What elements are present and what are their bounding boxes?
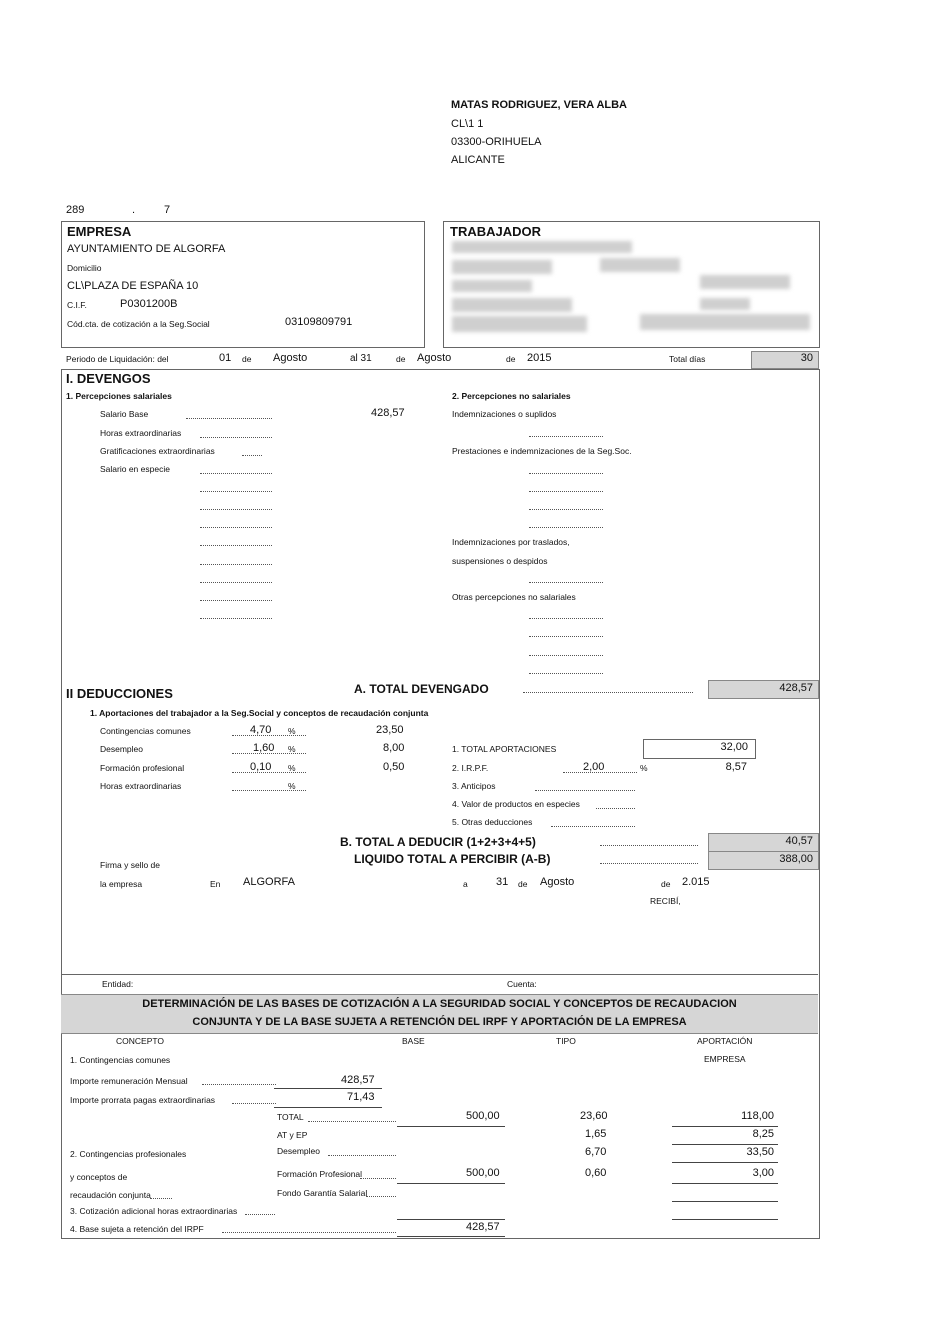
ded-row-pct-sign: % <box>288 726 296 736</box>
firma-de: de <box>661 879 671 889</box>
ref-suffix: 7 <box>164 204 171 216</box>
domicilio-label: Domicilio <box>67 263 102 273</box>
atep-aport: 8,25 <box>752 1128 774 1140</box>
irpf-label: 2. I.R.P.F. <box>452 763 489 773</box>
firma-de: de <box>518 879 528 889</box>
dotted-line <box>600 845 698 846</box>
periodo-year: 2015 <box>527 352 552 364</box>
firma-year: 2.015 <box>682 876 710 888</box>
dotted-line <box>200 473 272 474</box>
ref-number: 289 <box>66 204 85 216</box>
underline <box>672 1126 778 1127</box>
total-deducir-label: B. TOTAL A DEDUCIR (1+2+3+4+5) <box>340 835 536 849</box>
dotted-line <box>245 1214 275 1215</box>
ded-row-pct: 0,10 <box>250 761 272 773</box>
remuneracion-label: Importe remuneración Mensual <box>70 1076 188 1086</box>
ded-row-pct: 4,70 <box>250 724 272 736</box>
desempleo-label: Desempleo <box>277 1146 320 1156</box>
dotted-line <box>529 582 603 583</box>
dotted-line <box>529 473 603 474</box>
prorrata-label: Importe prorrata pagas extraordinarias <box>70 1095 216 1105</box>
dotted-line <box>200 582 272 583</box>
despidos-label: suspensiones o despidos <box>452 556 548 566</box>
irpf-base-label: 4. Base sujeta a retención del IRPF <box>70 1224 204 1234</box>
especie-label: Salario en especie <box>100 464 170 474</box>
underline <box>672 1162 778 1163</box>
cc-title: 1. Contingencias comunes <box>70 1055 171 1065</box>
fogasa-label: Fondo Garantía Salarial <box>277 1188 368 1198</box>
recipient-street: CL\1 1 <box>451 118 484 130</box>
total-aport: 118,00 <box>741 1110 774 1122</box>
dotted-line <box>529 618 603 619</box>
dotted-line <box>200 618 272 619</box>
col-base: BASE <box>402 1036 425 1046</box>
recipient-province: ALICANTE <box>451 154 505 166</box>
dotted-line <box>200 491 272 492</box>
periodo-al: al 31 <box>350 353 372 364</box>
underline <box>397 1219 505 1220</box>
col-aportacion: APORTACIÓN <box>697 1036 753 1046</box>
dotted-line <box>232 753 306 754</box>
ded-row-label: Desempleo <box>100 744 143 754</box>
underline <box>397 1183 505 1184</box>
dotted-line <box>200 437 272 438</box>
salario-base-label: Salario Base <box>100 409 149 419</box>
recipient-name: MATAS RODRIGUEZ, VERA ALBA <box>451 99 627 111</box>
underline <box>274 1107 382 1108</box>
dotted-line <box>328 1155 396 1156</box>
dotted-line <box>551 826 635 827</box>
recipient-city: 03300-ORIHUELA <box>451 136 542 148</box>
cod-cta-label: Cód.cta. de cotización a la Seg.Social <box>67 319 210 329</box>
dotted-line <box>360 1178 396 1179</box>
dotted-line <box>150 1198 172 1199</box>
dotted-line <box>308 1121 396 1122</box>
redacted-block <box>452 298 572 312</box>
cod-cta-value: 03109809791 <box>285 316 353 328</box>
dotted-line <box>200 509 272 510</box>
dotted-line <box>529 436 603 437</box>
dotted-line <box>600 863 698 864</box>
salario-base-value: 428,57 <box>371 407 405 419</box>
bases-title-line1: DETERMINACIÓN DE LAS BASES DE COTIZACIÓN A LA SEGURIDAD SOCIAL Y CONCEPTOS DE RECAUDACION <box>142 998 737 1010</box>
underline <box>672 1219 778 1220</box>
dotted-line <box>523 692 693 693</box>
divider <box>61 974 818 975</box>
dotted-line <box>202 1084 276 1085</box>
deducciones-title: II DEDUCCIONES <box>66 686 173 701</box>
cuenta-label: Cuenta: <box>507 979 537 989</box>
no-salariales-title: 2. Percepciones no salariales <box>452 391 571 401</box>
dotted-line <box>232 790 306 791</box>
redacted-block <box>452 316 587 332</box>
ded-row-value: 23,50 <box>376 724 404 736</box>
ded-row-pct-sign: % <box>288 781 296 791</box>
dotted-line <box>200 527 272 528</box>
conceptos-label: y conceptos de <box>70 1172 128 1182</box>
total-dias-value: 30 <box>800 352 813 364</box>
underline <box>397 1126 505 1127</box>
salariales-title: 1. Percepciones salariales <box>66 391 172 401</box>
prorrata-value: 71,43 <box>347 1091 375 1103</box>
horas-label: 3. Cotización adicional horas extraordinarias <box>70 1206 238 1216</box>
underline <box>397 1236 505 1237</box>
productos-label: 4. Valor de productos en especies <box>452 799 580 809</box>
liquido-label: LIQUIDO TOTAL A PERCIBIR (A-B) <box>354 852 551 866</box>
firma-line1: Firma y sello de <box>100 860 160 870</box>
trabajador-title: TRABAJADOR <box>450 224 541 239</box>
total-deducir-value: 40,57 <box>785 835 813 847</box>
total-aportaciones-label: 1. TOTAL APORTACIONES <box>452 744 557 754</box>
dotted-line <box>529 491 603 492</box>
ded-row-value: 0,50 <box>383 761 405 773</box>
firma-line2: la empresa <box>100 879 143 889</box>
dotted-line <box>222 1232 396 1233</box>
liquido-value: 388,00 <box>779 853 813 865</box>
firma-en: En <box>210 879 221 889</box>
otras-deducciones-label: 5. Otras deducciones <box>452 817 533 827</box>
dotted-line <box>242 455 262 456</box>
dotted-line <box>596 808 635 809</box>
dotted-line <box>232 1103 276 1104</box>
dotted-line <box>186 418 272 419</box>
ded-row-pct-sign: % <box>288 763 296 773</box>
traslados-label: Indemnizaciones por traslados, <box>452 537 570 547</box>
total-base: 500,00 <box>466 1110 500 1122</box>
cif-label: C.I.F. <box>67 300 87 310</box>
remuneracion-value: 428,57 <box>341 1074 375 1086</box>
redacted-block <box>452 260 552 274</box>
dotted-line <box>200 600 272 601</box>
cp-title: 2. Contingencias profesionales <box>70 1149 187 1159</box>
col-concepto: CONCEPTO <box>116 1036 165 1046</box>
cif-value: P0301200B <box>120 298 178 310</box>
dotted-line <box>529 673 603 674</box>
recaudacion-label: recaudación conjunta <box>70 1190 151 1200</box>
total-aportaciones-value: 32,00 <box>720 741 748 753</box>
total-devengado-value: 428,57 <box>779 682 813 694</box>
col-tipo: TIPO <box>556 1036 576 1046</box>
dotted-line <box>535 790 635 791</box>
empresa-name: AYUNTAMIENTO DE ALGORFA <box>67 243 226 255</box>
prestaciones-label: Prestaciones e indemnizaciones de la Seg.Soc. <box>452 446 632 456</box>
total-tipo: 23,60 <box>580 1110 608 1122</box>
otras-percepciones-label: Otras percepciones no salariales <box>452 592 576 602</box>
dotted-line <box>200 564 272 565</box>
firma-month: Agosto <box>540 876 575 888</box>
ref-separator: . <box>132 204 136 216</box>
irpf-pct: 2,00 <box>583 761 605 773</box>
main-frame <box>61 369 820 1239</box>
underline <box>672 1201 778 1202</box>
firma-place: ALGORFA <box>243 876 295 888</box>
entidad-label: Entidad: <box>102 979 134 989</box>
periodo-from-day: 01 <box>219 352 232 364</box>
total-label: TOTAL <box>277 1112 304 1122</box>
periodo-de: de <box>242 354 252 364</box>
ded-row-pct-sign: % <box>288 744 296 754</box>
periodo-de: de <box>396 354 406 364</box>
ded-row-label: Horas extraordinarias <box>100 781 182 791</box>
ded-row-pct: 1,60 <box>253 742 275 754</box>
indemnizaciones-label: Indemnizaciones o suplidos <box>452 409 557 419</box>
total-devengado-label: A. TOTAL DEVENGADO <box>354 682 489 696</box>
atep-tipo: 1,65 <box>585 1128 607 1140</box>
dotted-line <box>232 735 306 736</box>
col-empresa: EMPRESA <box>704 1054 746 1064</box>
ded-row-label: Formación profesional <box>100 763 185 773</box>
dotted-line <box>529 655 603 656</box>
fp-label: Formación Profesional <box>277 1169 363 1179</box>
empresa-address: CL\PLAZA DE ESPAÑA 10 <box>67 280 199 292</box>
dotted-line <box>232 772 306 773</box>
underline <box>274 1088 382 1089</box>
redacted-block <box>640 314 810 330</box>
dotted-line <box>529 636 603 637</box>
atep-label: AT y EP <box>277 1130 308 1140</box>
dotted-line <box>366 1196 396 1197</box>
irpf-value: 8,57 <box>725 761 747 773</box>
underline <box>672 1183 778 1184</box>
firma-a: a <box>463 879 468 889</box>
dotted-line <box>200 545 272 546</box>
redacted-block <box>700 275 790 289</box>
fp-tipo: 0,60 <box>585 1167 607 1179</box>
irpf-pct-sign: % <box>640 763 648 773</box>
dotted-line <box>529 509 603 510</box>
ded-row-label: Contingencias comunes <box>100 726 191 736</box>
firma-day: 31 <box>496 876 509 888</box>
periodo-de: de <box>506 354 516 364</box>
desempleo-tipo: 6,70 <box>585 1146 607 1158</box>
bases-title-line2: CONJUNTA Y DE LA BASE SUJETA A RETENCIÓN DEL IRPF Y APORTACIÓN DE LA EMPRESA <box>192 1016 687 1028</box>
fp-base: 500,00 <box>466 1167 500 1179</box>
total-dias-label: Total días <box>669 354 706 364</box>
redacted-block <box>700 298 750 310</box>
dotted-line <box>529 527 603 528</box>
periodo-label: Periodo de Liquidación: del <box>66 354 169 364</box>
redacted-block <box>452 280 532 292</box>
periodo-to-month: Agosto <box>417 352 452 364</box>
redacted-block <box>600 258 680 272</box>
irpf-base-value: 428,57 <box>466 1221 500 1233</box>
anticipos-label: 3. Anticipos <box>452 781 496 791</box>
empresa-title: EMPRESA <box>67 224 132 239</box>
desempleo-aport: 33,50 <box>746 1146 774 1158</box>
gratificaciones-label: Gratificaciones extraordinarias <box>100 446 215 456</box>
periodo-from-month: Agosto <box>273 352 308 364</box>
devengos-title: I. DEVENGOS <box>66 371 151 386</box>
horas-extra-label: Horas extraordinarias <box>100 428 182 438</box>
redacted-block <box>452 241 632 253</box>
fp-aport: 3,00 <box>752 1167 774 1179</box>
ded-row-value: 8,00 <box>383 742 405 754</box>
recibi-label: RECIBÍ, <box>650 896 681 906</box>
aportaciones-title: 1. Aportaciones del trabajador a la Seg.Social y conceptos de recaudación conjunta <box>90 708 429 718</box>
underline <box>672 1144 778 1145</box>
